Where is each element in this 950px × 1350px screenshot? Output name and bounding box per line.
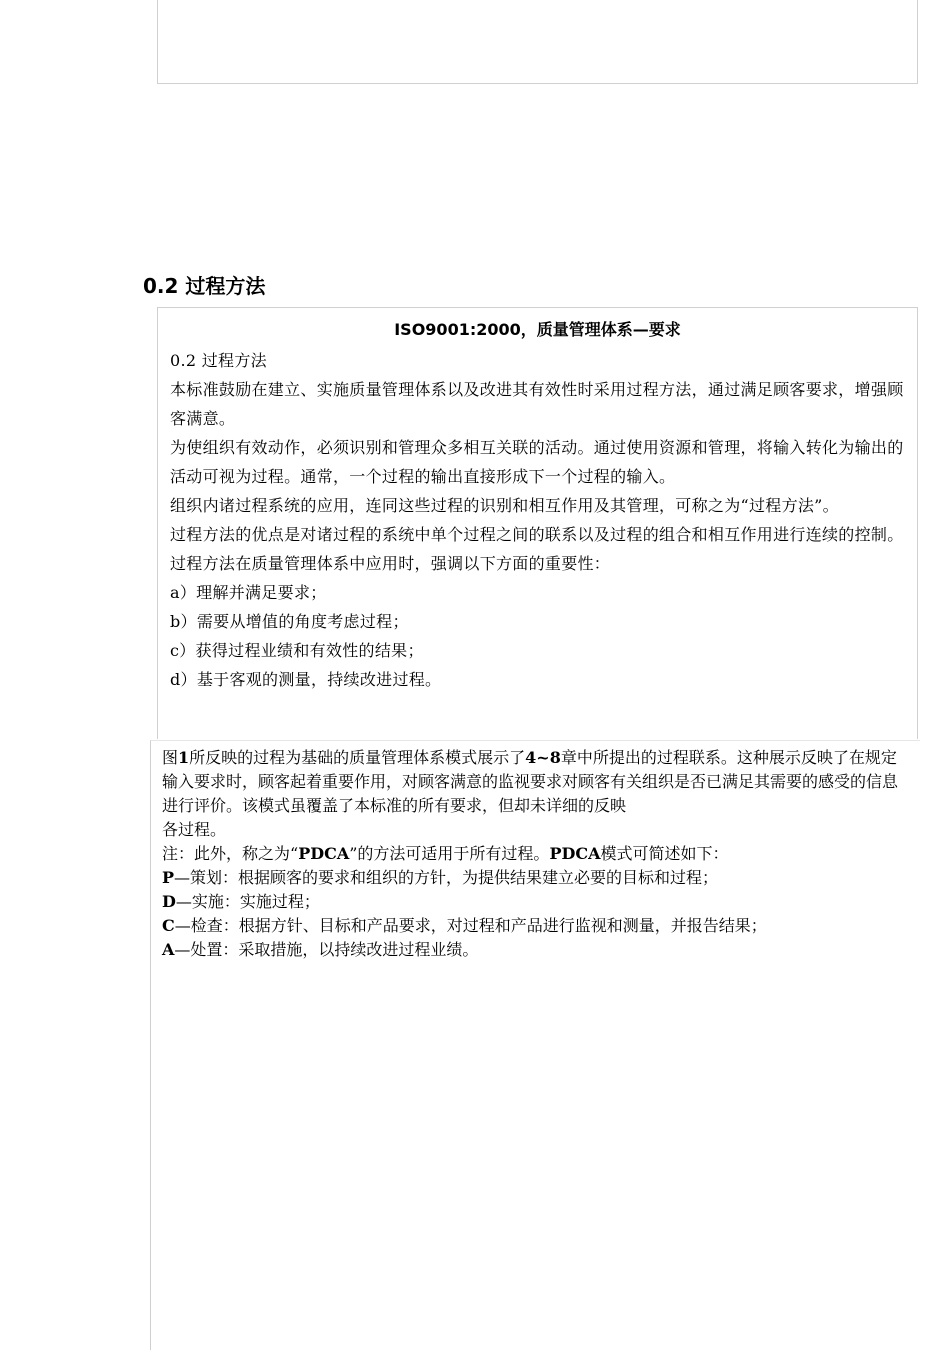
pdca-do: D—实施：实施过程； xyxy=(162,892,320,911)
figure-description: 图1所反映的过程为基础的质量管理体系模式展示了4~8章中所提出的过程联系。这种展示反映了在规定输入要求时，顾客起着重要作用，对顾客满意的监视要求对顾客有关组织是否已满足其需要的感受的信息进行评价。该模式虽覆盖了本标准的所有要求，但却未详细的反映 xyxy=(162,748,899,815)
standard-title: ISO9001:2000，质量管理体系—要求 xyxy=(394,320,681,339)
section-heading: 0.2 过程方法 xyxy=(143,274,266,298)
pdca-act: A—处置：采取措施，以持续改进过程业绩。 xyxy=(162,940,479,959)
list-item: d）基于客观的测量，持续改进过程。 xyxy=(170,670,442,689)
standard-paragraph: 为使组织有效动作，必须识别和管理众多相互关联的活动。通过使用资源和管理，将输入转化为输出的活动可视为过程。通常，一个过程的输出直接形成下一个过程的输入。 xyxy=(170,438,904,486)
pdca-check: C—检查：根据方针、目标和产品要求，对过程和产品进行监视和测量，并报告结果； xyxy=(162,916,767,935)
standard-clause-heading: 0.2 过程方法 xyxy=(170,351,267,370)
list-item: c）获得过程业绩和有效性的结果； xyxy=(170,641,424,660)
standard-paragraph: 过程方法的优点是对诸过程的系统中单个过程之间的联系以及过程的组合和相互作用进行连续的控制。 xyxy=(170,525,904,544)
previous-text-frame xyxy=(157,0,918,84)
pdca-note: 注：此外，称之为“PDCA”的方法可适用于所有过程。PDCA模式可简述如下： xyxy=(162,844,729,863)
standard-body xyxy=(158,341,917,694)
continuation-body xyxy=(151,741,920,962)
standard-excerpt-frame xyxy=(157,307,918,739)
continuation-frame xyxy=(150,740,920,1350)
standard-paragraph: 过程方法在质量管理体系中应用时，强调以下方面的重要性： xyxy=(170,554,611,573)
list-item: b）需要从增值的角度考虑过程； xyxy=(170,612,409,631)
list-item: a）理解并满足要求； xyxy=(170,583,327,602)
standard-paragraph: 本标准鼓励在建立、实施质量管理体系以及改进其有效性时采用过程方法，通过满足顾客要求，增强顾客满意。 xyxy=(170,380,904,428)
figure-description-tail: 各过程。 xyxy=(162,820,227,839)
standard-paragraph: 组织内诸过程系统的应用，连同这些过程的识别和相互作用及其管理，可称之为“过程方法”。 xyxy=(170,496,839,515)
pdca-plan: P—策划：根据顾客的要求和组织的方针，为提供结果建立必要的目标和过程； xyxy=(162,868,719,887)
